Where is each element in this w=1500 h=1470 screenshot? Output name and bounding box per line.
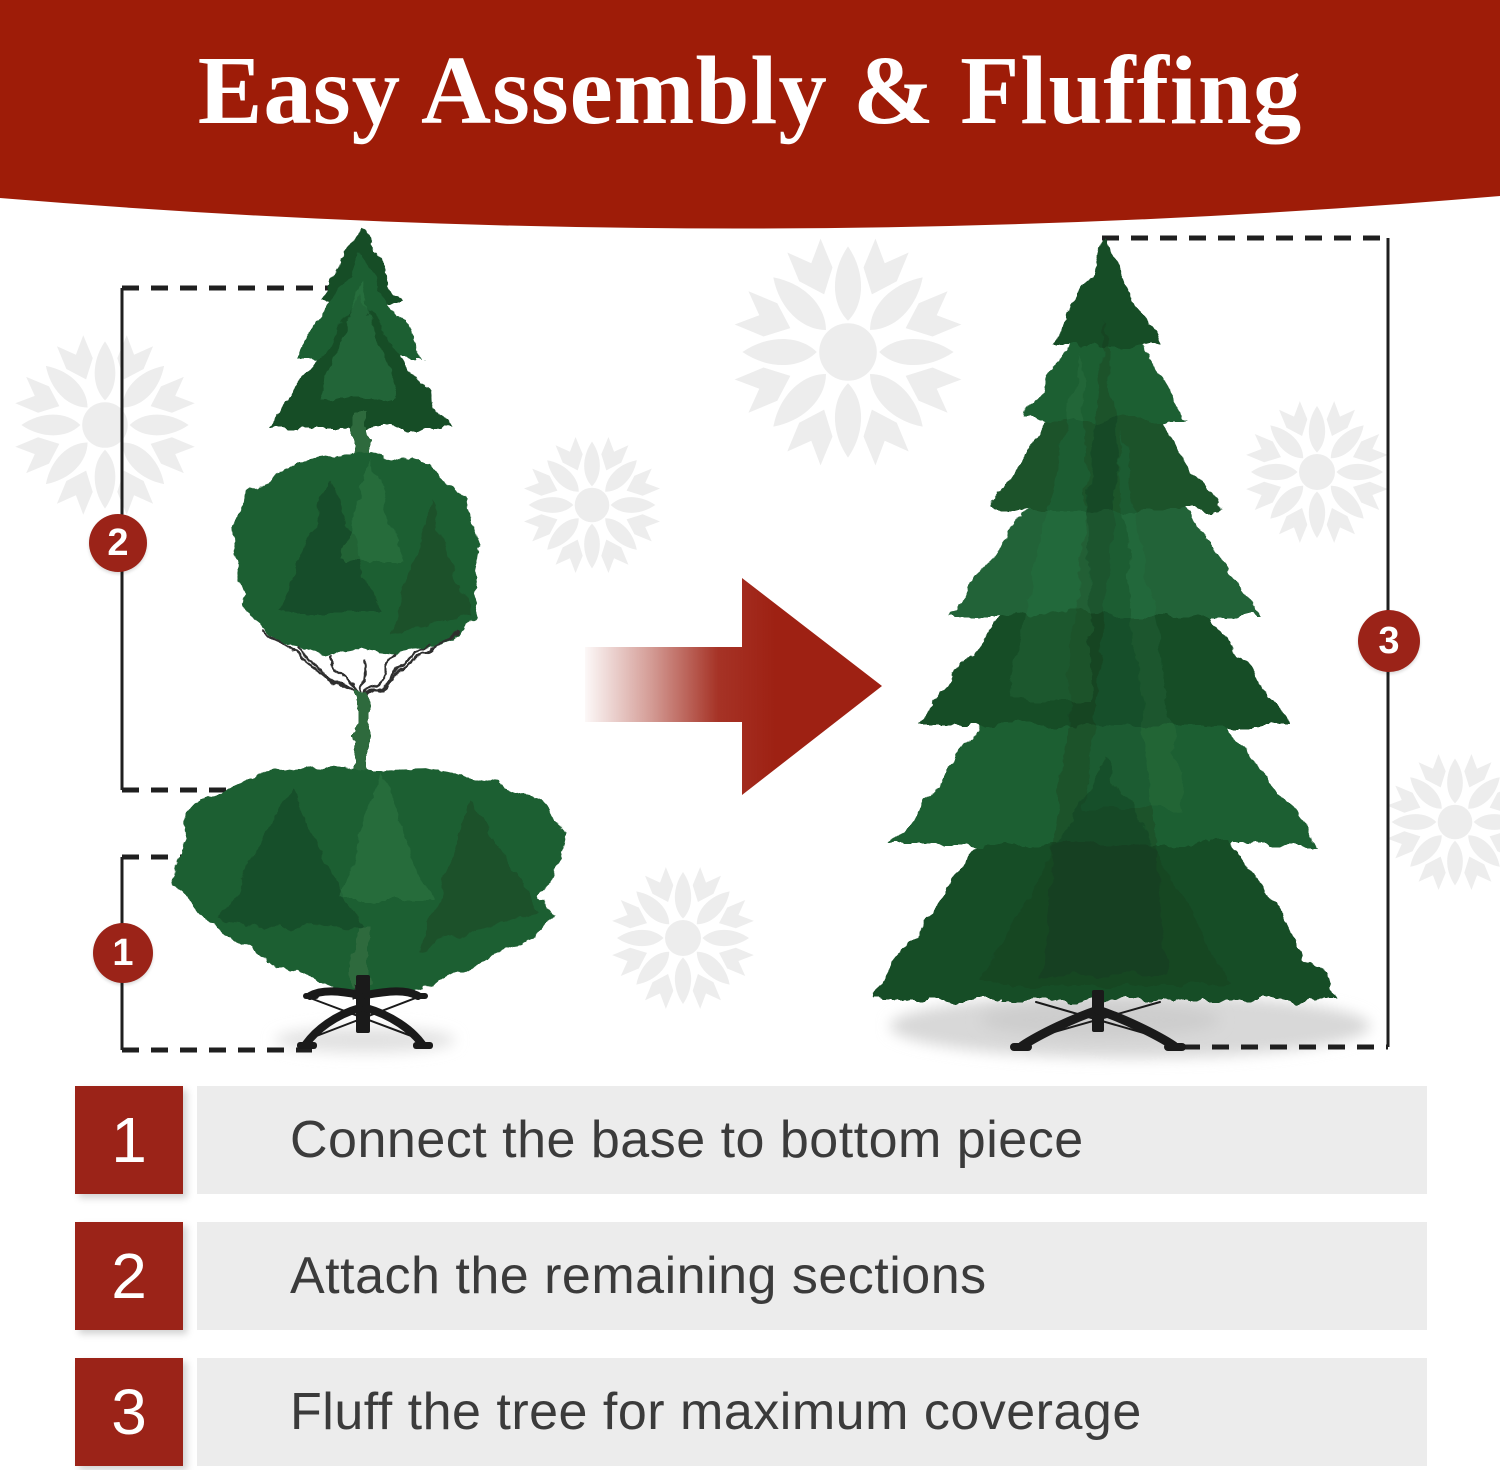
step-number-badge: 2 xyxy=(75,1222,183,1330)
snowflake-icon xyxy=(524,437,660,573)
arrow-right-icon xyxy=(585,578,882,795)
ground-shadows xyxy=(275,994,1370,1058)
step-bar xyxy=(197,1358,1427,1466)
callout-1-badge: 1 xyxy=(93,923,153,983)
page-title: Easy Assembly & Fluffing xyxy=(197,37,1303,144)
step-bar xyxy=(197,1086,1427,1194)
step-text: Connect the base to bottom piece xyxy=(290,1111,1084,1169)
step-text: Attach the remaining sections xyxy=(290,1247,987,1305)
callout-2-badge: 2 xyxy=(89,514,147,572)
step-bar xyxy=(197,1222,1427,1330)
step-number-badge: 3 xyxy=(75,1358,183,1466)
step-row xyxy=(0,1222,1500,1330)
step-number-badge: 1 xyxy=(75,1086,183,1194)
step-text: Fluff the tree for maximum coverage xyxy=(290,1383,1142,1441)
tree-bottom-section xyxy=(172,766,568,998)
snowflake-icon xyxy=(612,867,754,1009)
tree-middle-section xyxy=(232,452,480,782)
step-row xyxy=(0,1358,1500,1466)
snowflake-icon xyxy=(15,335,194,514)
disassembled-tree xyxy=(172,226,568,998)
snowflake-icon xyxy=(1387,754,1500,890)
snowflake-icon xyxy=(1246,401,1388,543)
callout-3-badge: 3 xyxy=(1358,610,1420,672)
step-row xyxy=(0,1086,1500,1194)
